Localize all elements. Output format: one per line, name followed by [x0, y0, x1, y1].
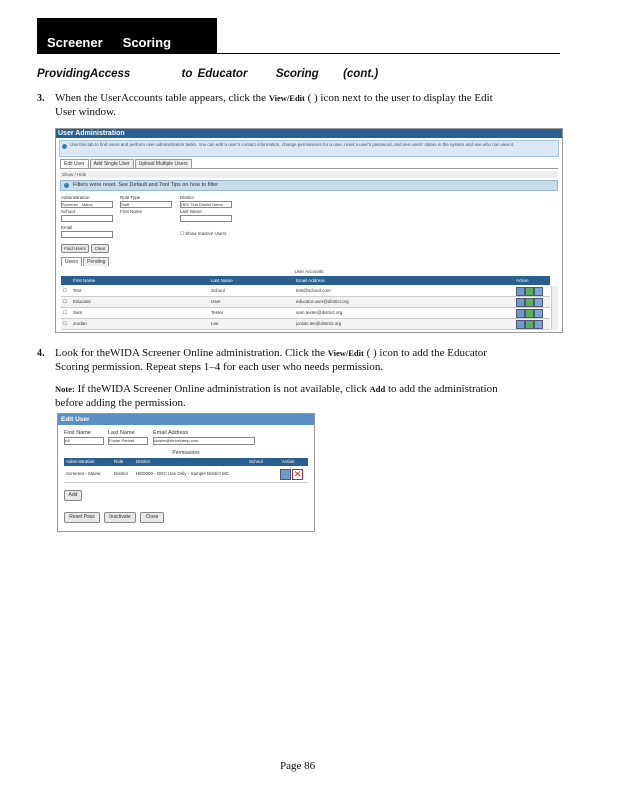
last-name-input[interactable]: Foster Portrait	[108, 437, 148, 445]
email-input[interactable]: kfoster@thrivecamp.com	[153, 437, 255, 445]
administration-select[interactable]: Screener - Maine	[61, 201, 113, 208]
info-icon	[64, 183, 69, 188]
view-edit-icon[interactable]	[516, 320, 525, 329]
view-edit-label: View/Edit	[268, 93, 305, 103]
ua-tabs	[60, 159, 558, 169]
label-school: School	[61, 209, 75, 214]
table-row: ☐ Educator User educator.user@district.org	[61, 297, 550, 308]
reset-password-icon[interactable]	[534, 320, 543, 329]
close-button[interactable]: Close	[140, 512, 164, 523]
view-edit-icon[interactable]	[516, 298, 525, 307]
find-users-button[interactable]: Find Users	[61, 244, 89, 253]
user-administration-screenshot	[55, 128, 563, 333]
header-rule	[217, 53, 560, 54]
step-4-number: 4.	[37, 348, 45, 359]
reset-password-icon[interactable]	[534, 309, 543, 318]
district-select[interactable]: HED Test District Demo	[180, 201, 232, 208]
subsection-name: Scoring	[122, 35, 172, 50]
label-first-name: First Name	[64, 430, 91, 436]
ua-title: User Administration	[56, 129, 562, 138]
list-tabs	[61, 257, 110, 266]
section-header	[37, 18, 217, 54]
tab-pending[interactable]: Pending	[83, 257, 109, 266]
title-part-2: to	[181, 68, 193, 80]
label-role: Role Type	[120, 195, 141, 200]
role-select[interactable]: Staff	[120, 201, 172, 208]
permissions-icon[interactable]	[525, 287, 534, 296]
tab-add-single-user[interactable]: Add Single User	[90, 159, 134, 168]
delete-icon[interactable]: ✕	[293, 469, 302, 479]
step-3-text: When the UserAccounts table appears, click the View/Edit ( ) icon next to the user to display the Edit User window.	[55, 92, 493, 118]
table-scrollbar[interactable]	[551, 286, 558, 330]
ua-info-banner: Use this tab to find users and perform user administration tasks. You can edit a user's contact information, change permissions for a user, reset a user's password, and see users' status in the system and see who can view it.	[59, 140, 559, 157]
edit-user-title: Edit User	[58, 414, 314, 425]
reset-password-icon[interactable]	[534, 298, 543, 307]
view-edit-icon[interactable]	[280, 469, 291, 480]
permissions-table-header: Administration Role District School Action	[64, 458, 308, 466]
title-part-5: (cont.)	[343, 68, 379, 80]
table-row: Screener - Maine District HED000 - DRC Use Only - Sample District MC ✕	[64, 466, 308, 483]
label-last-name: Last Name	[180, 209, 202, 214]
first-name-input[interactable]: Kit	[64, 437, 104, 445]
page-number: Page 86	[280, 760, 316, 772]
reset-password-button[interactable]: Reset Pass	[64, 512, 100, 523]
users-table-header: First Name Last Name Email Address Action	[61, 276, 550, 285]
table-caption: User Accounts	[294, 269, 324, 274]
note-label: Note:	[55, 384, 75, 394]
step-4-text: Look for theWIDA Screener Online administration. Click the View/Edit ( ) icon to add the Educator Scoring permission. Repeat steps 1–4 for each user who needs permission.	[55, 347, 487, 373]
last-name-input[interactable]	[180, 215, 232, 222]
clear-button[interactable]: Clear	[91, 244, 109, 253]
view-edit-icon[interactable]	[516, 309, 525, 318]
add-button[interactable]: Add	[64, 490, 82, 501]
label-last-name: Last Name	[108, 430, 135, 436]
label-district: District	[180, 195, 194, 200]
label-email: Email	[61, 225, 73, 230]
info-icon	[62, 144, 67, 149]
permissions-icon[interactable]	[525, 309, 534, 318]
label-administration: Administration	[61, 195, 90, 200]
table-row: ☐ Sam Tester sam.tester@district.org	[61, 308, 550, 319]
edit-user-screenshot	[57, 413, 315, 532]
reset-password-icon[interactable]	[534, 287, 543, 296]
label-email: Email Address	[153, 430, 189, 436]
step-3-number: 3.	[37, 93, 45, 104]
view-edit-label: View/Edit	[327, 348, 364, 358]
label-first-name: First Name	[120, 209, 143, 214]
show-hide-link[interactable]: Show / Hide	[60, 171, 558, 178]
title-part-3: Educator	[197, 68, 248, 80]
table-row: ☐ Test School test@school.com	[61, 286, 550, 297]
view-edit-icon[interactable]	[516, 287, 525, 296]
table-row: ☐ Jordan Lee jordan.lee@district.org	[61, 319, 550, 330]
tab-users[interactable]: Users	[61, 257, 82, 266]
inactivate-button[interactable]: Inactivate	[104, 512, 136, 523]
permissions-caption: Permissions	[172, 450, 200, 456]
permissions-icon[interactable]	[525, 320, 534, 329]
title-part-4: Scoring	[275, 68, 319, 80]
note-text: Note: If theWIDA Screener Online administration is not available, click Add to add the administration before adding the permission.	[55, 383, 498, 409]
page-title	[37, 68, 378, 80]
add-label: Add	[369, 384, 386, 394]
email-input[interactable]	[61, 231, 113, 238]
permissions-icon[interactable]	[525, 298, 534, 307]
title-part-1: ProvidingAccess	[37, 68, 131, 80]
show-inactive-checkbox[interactable]: ☐ Show Inactive Users	[180, 231, 227, 236]
filter-message: Filters were reset. See Default and Tool Tips on how to filter	[60, 180, 558, 191]
tab-edit-user[interactable]: Edit User	[60, 159, 89, 168]
school-select[interactable]	[61, 215, 113, 222]
tab-upload-multiple-users[interactable]: Upload Multiple Users	[135, 159, 192, 168]
section-name: Screener	[47, 35, 103, 50]
